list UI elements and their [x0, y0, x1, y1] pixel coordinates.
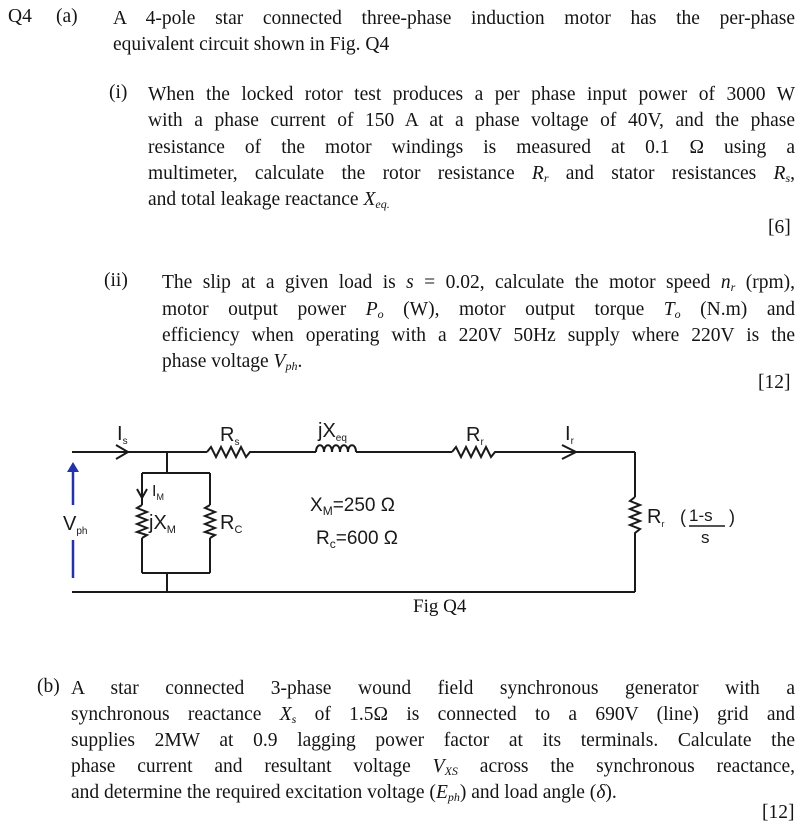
- sub-ii-line3: efficiency when operating with a 220V 50Hz supply where 220V is the: [162, 325, 795, 346]
- part-b-line4: phase current and resultant voltage $V_{XS}$ across the synchronous reactance,: [71, 756, 795, 778]
- svg-text:Rr: $R_r$: [647, 506, 665, 529]
- part-a-intro-line2: equivalent circuit shown in Fig. Q4: [113, 34, 390, 55]
- sub-ii-line2: motor output power $P_o$ (W), motor output torque $T_o$ (N.m) and: [162, 299, 795, 321]
- sub-ii-label: (ii): [104, 270, 128, 291]
- sub-i-marks: [6]: [768, 217, 791, 238]
- svg-text:Rr: $R_r$: [466, 424, 484, 448]
- svg-text:Ir: $I_r$: [565, 423, 574, 447]
- sub-i-label: (i): [109, 82, 128, 103]
- part-b-line1: A star connected 3-phase wound field synchronous generator with a: [71, 678, 795, 699]
- part-b-line5: and determine the required excitation voltage $(E_{ph})$ and load angle (δ).: [71, 782, 617, 804]
- svg-text:s: s: [701, 528, 710, 547]
- svg-text:): ): [729, 507, 735, 527]
- part-b-label: (b): [37, 676, 60, 697]
- svg-text:XM=250 Ω: $X_M=250$ Ω: [310, 495, 395, 518]
- svg-text:Vph: $V_{ph}$: [63, 513, 88, 537]
- circuit-diagram: [0, 410, 803, 630]
- sub-i-line1: When the locked rotor test produces a per phase input power of 3000 W: [148, 84, 795, 105]
- part-a-intro-line1: A 4-pole star connected three-phase induction motor has the per-phase: [113, 8, 795, 29]
- svg-text:Is: $I_s$: [117, 423, 128, 447]
- equivalent-circuit-figure: [0, 410, 803, 630]
- figure-caption: Fig Q4: [413, 596, 467, 617]
- part-b-line3: supplies 2MW at 0.9 lagging power factor at its terminals. Calculate the: [71, 730, 795, 751]
- sub-i-line2: with a phase current of 150 A at a phase voltage of 40V, and the phase: [148, 110, 795, 131]
- sub-i-line5: and total leakage reactance $X_{eq.}$: [148, 189, 390, 211]
- sub-ii-line1: The slip at a given load is s = 0.02, calculate the motor speed $n_r$ (rpm),: [162, 272, 796, 294]
- svg-text:RC: $R_C$: [220, 512, 243, 536]
- svg-text:1-s: 1-s: [689, 506, 713, 525]
- sub-i-line4: multimeter, calculate the rotor resistance $R_r$ and stator resistances $R_s$,: [148, 163, 795, 185]
- part-a-label: (a): [56, 6, 78, 27]
- question-number: Q4: [8, 6, 32, 27]
- part-b-marks: [12]: [762, 802, 795, 823]
- sub-i-line3: resistance of the motor windings is measured at 0.1 Ω using a: [148, 137, 795, 158]
- sub-ii-line4: phase voltage $V_{ph}$.: [162, 351, 303, 373]
- svg-text:Rc=600 Ω: $R_c=600$ Ω: [316, 528, 399, 551]
- svg-text:jXeq: $jX_{eq}$: [318, 420, 347, 444]
- svg-text:(: (: [680, 507, 686, 527]
- part-b-line2: synchronous reactance $X_s$ of 1.5Ω is connected to a 690V (line) grid and: [71, 704, 795, 726]
- svg-text:jXM: $jX_M$: [149, 512, 176, 536]
- svg-text:IM: $I_M$: [152, 483, 164, 502]
- sub-ii-marks: [12]: [758, 372, 791, 393]
- svg-text:Rs: $R_s$: [220, 424, 240, 448]
